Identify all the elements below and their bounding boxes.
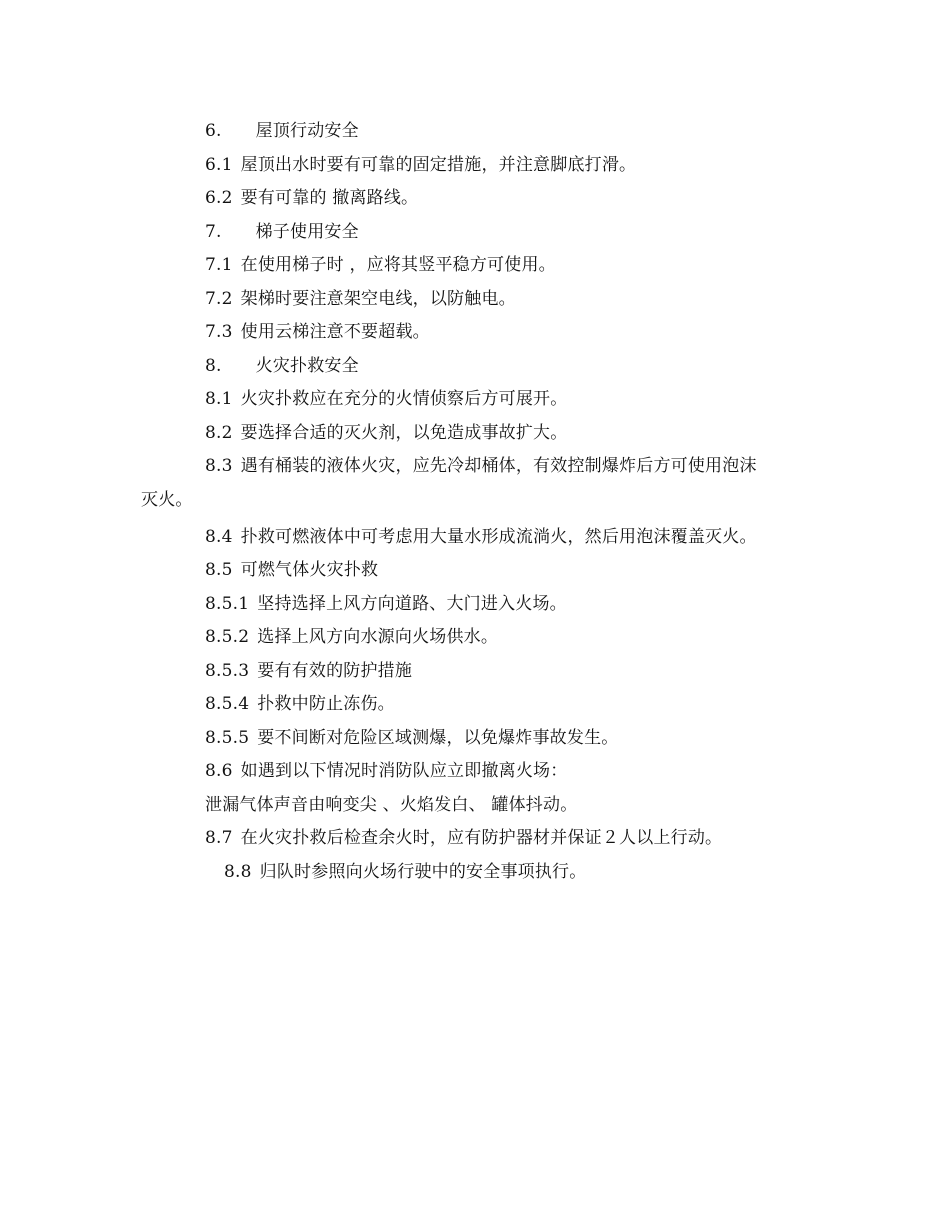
item-number: 6.1: [205, 155, 233, 175]
paragraph-8-3: [205, 456, 757, 476]
paragraph-7-1: [205, 255, 556, 275]
item-text: 要选择合适的灭火剂，以免造成事故扩大。: [240, 423, 568, 443]
section-number: 8.: [205, 356, 222, 376]
item-text: 扑救可燃液体中可考虑用大量水形成流淌火，然后用泡沫覆盖灭火。: [240, 527, 757, 547]
item-number: 8.5.4: [205, 694, 250, 714]
item-number: 7.1: [205, 255, 233, 275]
paragraph-8-5: [205, 560, 378, 580]
item-text: 如遇到以下情况时消防队应立即撤离火场：: [240, 761, 568, 781]
item-number: 8.5.2: [205, 627, 250, 647]
item-text: 要有可靠的 撤离路线。: [240, 188, 419, 208]
section-title: 火灾扑救安全: [255, 356, 359, 376]
item-number: 8.3: [205, 456, 233, 476]
item-number: 6.2: [205, 188, 233, 208]
item-text: 在使用梯子时 ，应将其竖平稳方可使用。: [240, 255, 556, 275]
paragraph-8-5-3: [205, 661, 412, 681]
item-text: 火灾扑救应在充分的火情侦察后方可展开。: [240, 389, 568, 409]
paragraph-6-1: [205, 155, 636, 175]
item-number: 8.5.5: [205, 728, 250, 748]
item-text: 架梯时要注意架空电线，以防触电。: [240, 289, 516, 309]
item-number: 7.3: [205, 322, 233, 342]
item-text: 遇有桶装的液体火灾，应先冷却桶体，有效控制爆炸后方可使用泡沫: [240, 456, 757, 476]
section-heading-7: [205, 222, 359, 242]
paragraph-8-4: [205, 527, 757, 547]
item-text: 泄漏气体声音由响变尖 、火焰发白、 罐体抖动。: [205, 795, 578, 815]
item-number: 8.6: [205, 761, 233, 781]
item-number: 8.2: [205, 423, 233, 443]
section-title: 屋顶行动安全: [255, 121, 359, 141]
item-number: 8.5.3: [205, 661, 250, 681]
item-number: 8.1: [205, 389, 233, 409]
item-number: 8.5: [205, 560, 233, 580]
item-text: 灭火。: [141, 490, 193, 510]
section-number: 7.: [205, 222, 222, 242]
paragraph-8-5-2: [205, 627, 498, 647]
paragraph-8-3-continuation: [141, 490, 193, 510]
item-text: 扑救中防止冻伤。: [257, 694, 395, 714]
item-text: 归队时参照向火场行驶中的安全事项执行。: [259, 862, 587, 882]
item-text: 在火灾扑救后检查余火时，应有防护器材并保证２人以上行动。: [240, 828, 723, 848]
paragraph-6-2: [205, 188, 418, 208]
item-number: 7.2: [205, 289, 233, 309]
item-number: 8.7: [205, 828, 233, 848]
item-number: 8.5.1: [205, 594, 250, 614]
item-text: 可燃气体火灾扑救: [240, 560, 379, 580]
paragraph-8-5-1: [205, 594, 567, 614]
item-text: 要不间断对危险区域测爆，以免爆炸事故发生。: [257, 728, 619, 748]
item-text: 使用云梯注意不要超载。: [240, 322, 430, 342]
paragraph-8-2: [205, 423, 567, 443]
item-number: 8.4: [205, 527, 233, 547]
item-text: 要有有效的防护措施: [257, 661, 413, 681]
paragraph-8-7: [205, 828, 722, 848]
paragraph-8-5-5: [205, 728, 618, 748]
paragraph-8-6: [205, 761, 567, 781]
section-heading-6: [205, 121, 359, 141]
paragraph-7-2: [205, 289, 516, 309]
section-title: 梯子使用安全: [255, 222, 359, 242]
paragraph-8-5-4: [205, 694, 395, 714]
item-text: 屋顶出水时要有可靠的固定措施，并注意脚底打滑。: [240, 155, 637, 175]
paragraph-8-6-detail: [205, 795, 577, 815]
section-number: 6.: [205, 121, 222, 141]
section-heading-8: [205, 356, 359, 376]
paragraph-8-8: [224, 862, 586, 882]
paragraph-8-1: [205, 389, 567, 409]
item-text: 坚持选择上风方向道路、大门进入火场。: [257, 594, 567, 614]
item-text: 选择上风方向水源向火场供水。: [257, 627, 499, 647]
item-number: 8.8: [224, 862, 252, 882]
paragraph-7-3: [205, 322, 430, 342]
